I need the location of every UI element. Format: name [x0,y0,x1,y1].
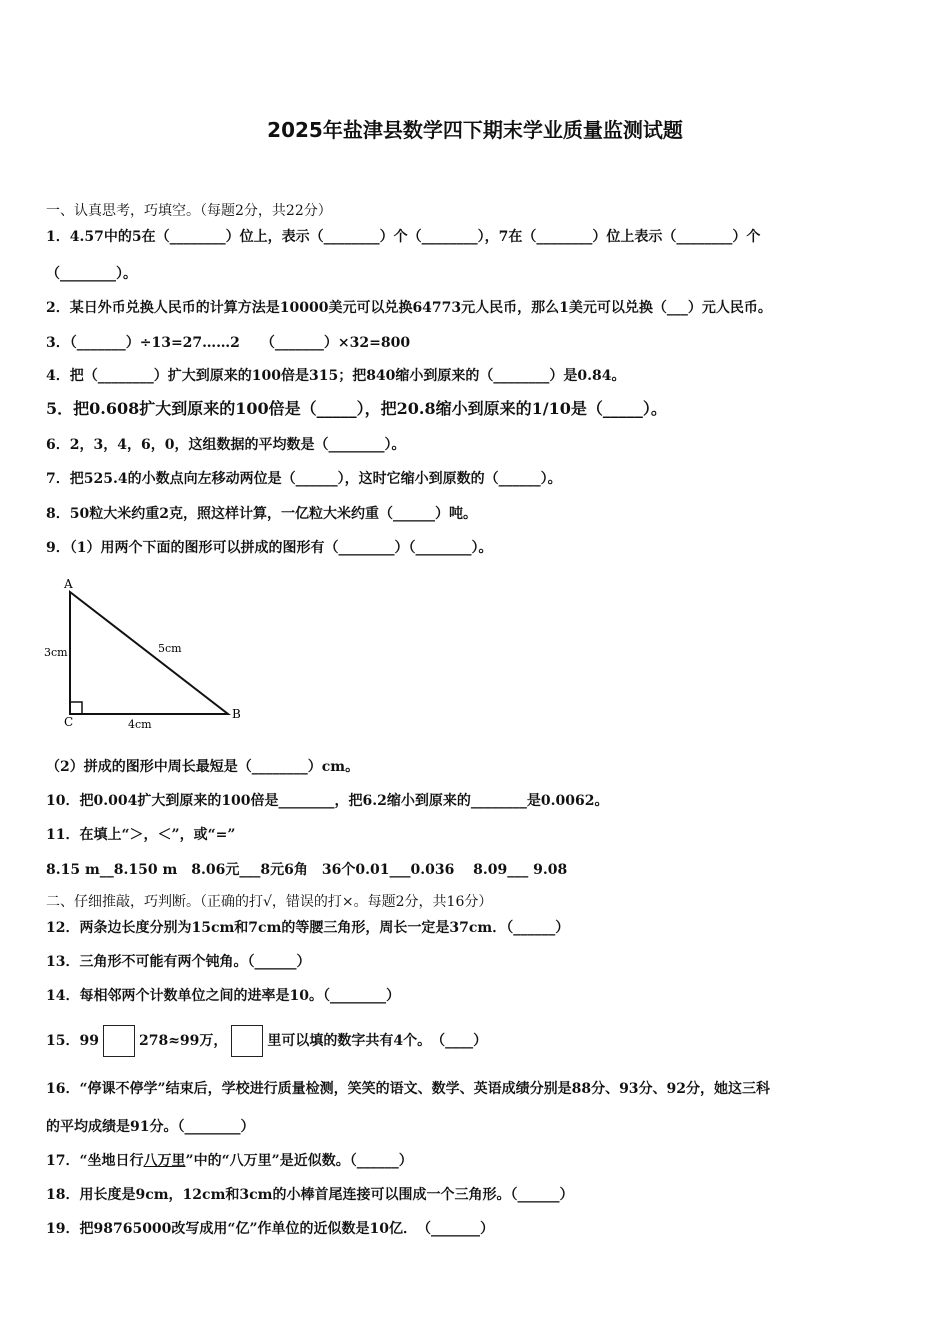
question-11-items: 8.15 m__8.150 m 8.06元___8元6角 36个0.01___0.036 8.09___ 9.08 [46,862,568,878]
question-15-start: 15．99 [46,1033,99,1049]
question-11: 11．在填上“＞，＜”，或“=” [46,827,236,843]
question-9-part-1: 9．（1）用两个下面的图形可以拼成的图形有（________）（________）。 [46,540,493,556]
side-ab-label: 5cm [158,642,182,655]
answer-box[interactable] [103,1025,135,1057]
side-ac-label: 3cm [44,646,68,659]
triangle-diagram [40,572,260,732]
question-16-line-2: 的平均成绩是91分。（________） [46,1119,255,1135]
question-15-end: 里可以填的数字共有4个。 （____） [267,1033,488,1049]
vertex-c-label: C [64,715,74,729]
vertex-a-label: A [64,577,73,591]
section-1-heading: 一、认真思考，巧填空。（每题2分，共22分） [46,203,332,219]
question-9-part-2: （2）拼成的图形中周长最短是（________）cm。 [46,759,360,775]
question-2: 2．某日外币兑换人民币的计算方法是10000美元可以兑换64773元人民币，那么1美元可以兑换（___）元人民币。 [46,300,772,316]
right-angle-mark [70,702,82,714]
question-17-underlined: 八万里 [143,1153,186,1169]
question-1-line-2: （________）。 [46,266,137,282]
question-13: 13．三角形不可能有两个钝角。（______） [46,954,311,970]
answer-box[interactable] [231,1025,263,1057]
side-cb-label: 4cm [128,718,152,731]
question-12: 12．两条边长度分别为15cm和7cm的等腰三角形，周长一定是37cm．（______） [46,920,570,936]
question-7: 7．把525.4的小数点向左移动两位是（______），这时它缩小到原数的（______）。 [46,471,562,487]
vertex-b-label: B [232,707,241,721]
question-1-line-1: 1．4.57中的5在（________）位上，表示（________）个（________），7在（________）位上表示（________）个 [46,229,761,245]
question-19: 19．把98765000改写成用“亿”作单位的近似数是10亿． （_______） [46,1221,494,1237]
question-5: 5．把0.608扩大到原来的100倍是（_____），把20.8缩小到原来的1/10是（_____）。 [46,399,667,418]
question-6: 6．2，3，4，6，0，这组数据的平均数是（________）。 [46,437,406,453]
question-10: 10．把0.004扩大到原来的100倍是________，把6.2缩小到原来的________是0.0062。 [46,793,609,809]
right-triangle-figure [40,572,260,736]
question-3: 3．（_______）÷13=27……2 （_______）×32=800 [46,335,411,351]
question-17 [46,1152,413,1170]
triangle-shape [70,592,228,714]
question-16-line-1: 16．“停课不停学”结束后，学校进行质量检测，笑笑的语文、数学、英语成绩分别是88分、93分、92分，她这三科 [46,1081,771,1097]
page-title: 2025年盐津县数学四下期末学业质量监测试题 [267,118,683,142]
question-15-middle: 278≈99万， [138,1033,228,1049]
question-18: 18．用长度是9cm，12cm和3cm的小棒首尾连接可以围成一个三角形。（______） [46,1187,574,1203]
question-8: 8．50粒大米约重2克，照这样计算，一亿粒大米约重（______）吨。 [46,506,477,522]
section-2-heading: 二、仔细推敲，巧判断。（正确的打√，错误的打×。每题2分，共16分） [46,894,493,910]
question-15 [46,1024,487,1058]
question-17-end: ”中的“八万里”是近似数。（______） [185,1153,413,1169]
question-17-start: 17．“坐地日行 [46,1153,144,1169]
question-4: 4．把（________）扩大到原来的100倍是315；把840缩小到原来的（________）是0.84。 [46,368,626,384]
question-14: 14．每相邻两个计数单位之间的进率是10。（________） [46,988,400,1004]
